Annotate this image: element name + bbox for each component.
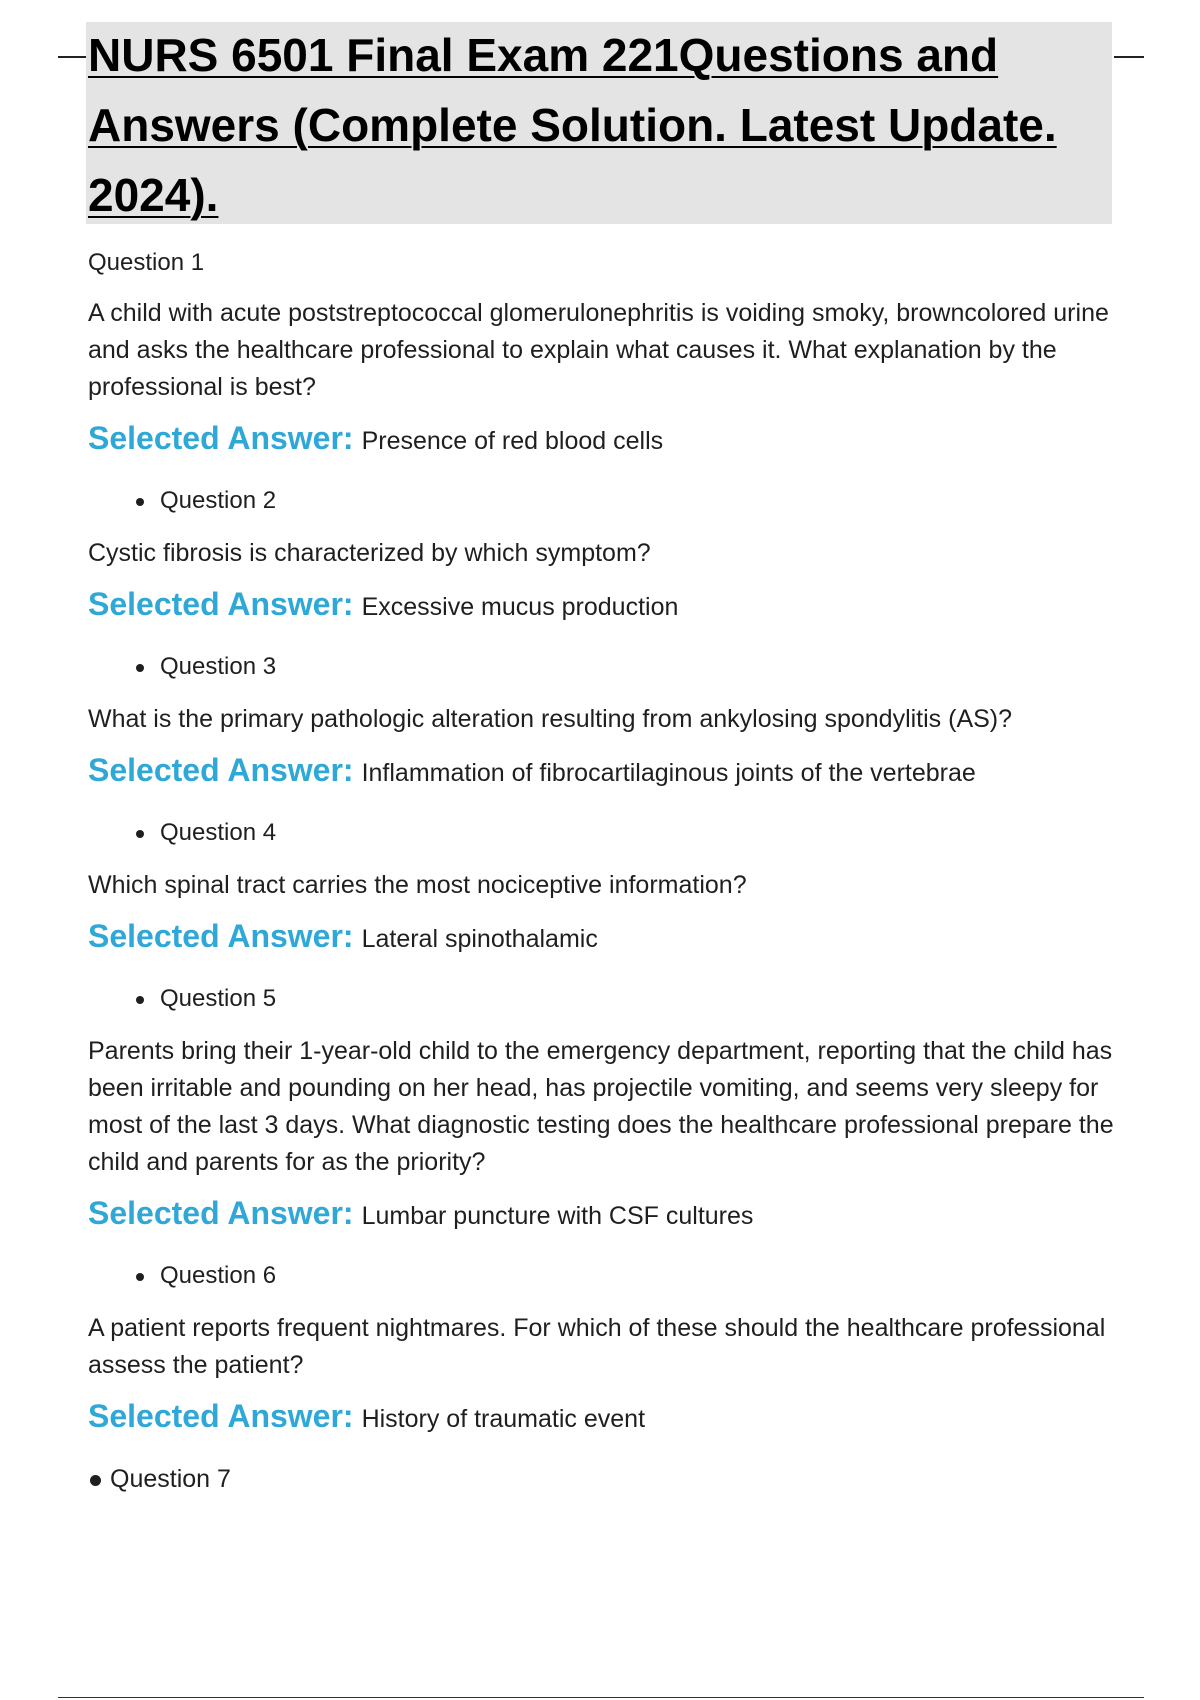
answer-label: Selected Answer: — [88, 918, 354, 954]
question-2-text: Cystic fibrosis is characterized by which symptom? — [88, 539, 651, 567]
bullet-icon — [136, 996, 144, 1004]
bullet-icon — [136, 498, 144, 506]
question-3-text: What is the primary pathologic alteration resulting from ankylosing spondylitis (AS)? — [88, 705, 1013, 733]
question-2-answer — [88, 584, 1118, 631]
question-1-answer — [88, 418, 1118, 465]
answer-value: Lumbar puncture with CSF cultures — [361, 1202, 754, 1230]
question-2-label: Question 2 — [88, 483, 1118, 519]
bullet-icon — [136, 1273, 144, 1281]
question-6-answer — [88, 1396, 1118, 1443]
answer-label: Selected Answer: — [88, 1398, 354, 1434]
document-title: NURS 6501 Final Exam 221Questions and Answers (Complete Solution. Latest Update. 2024). — [88, 29, 1057, 221]
question-list — [88, 245, 1118, 1497]
answer-value: Excessive mucus production — [361, 593, 679, 621]
question-4-label: Question 4 — [88, 815, 1118, 851]
question-6-text: A patient reports frequent nightmares. For which of these should the healthcare professional assess the patient? — [88, 1314, 1106, 1379]
question-5-text: Parents bring their 1-year-old child to the emergency department, reporting that the child has been irritable and pounding on her head, has projectile vomiting, and seems very sleepy for most of the last 3 days. What diagnostic testing does the healthcare professional prepare the child and parents for as the priority? — [88, 1037, 1114, 1176]
bottom-rule — [58, 1697, 1144, 1698]
question-6-label: Question 6 — [88, 1258, 1118, 1294]
answer-label: Selected Answer: — [88, 586, 354, 622]
answer-value: Presence of red blood cells — [361, 427, 664, 455]
question-5-answer — [88, 1193, 1118, 1240]
question-7-label: Question 7 — [88, 1461, 1118, 1497]
title-rule-left — [58, 56, 86, 58]
bullet-icon — [136, 830, 144, 838]
question-1-label: Question 1 — [88, 249, 205, 276]
question-5-label: Question 5 — [88, 981, 1118, 1017]
bullet-icon — [90, 1475, 101, 1486]
question-3-answer — [88, 750, 1118, 797]
answer-label: Selected Answer: — [88, 420, 354, 456]
bullet-icon — [136, 664, 144, 672]
answer-value: History of traumatic event — [361, 1405, 646, 1433]
answer-label: Selected Answer: — [88, 1195, 354, 1231]
question-1-text: A child with acute poststreptococcal glomerulonephritis is voiding smoky, browncolored urine and asks the healthcare professional to explain what causes it. What explanation by the professional is best? — [88, 299, 1109, 401]
answer-value: Lateral spinothalamic — [361, 925, 598, 953]
question-4-text: Which spinal tract carries the most nociceptive information? — [88, 871, 747, 899]
title-rule-right — [1114, 56, 1144, 58]
answer-label: Selected Answer: — [88, 752, 354, 788]
question-4-answer — [88, 916, 1118, 963]
answer-value: Inflammation of fibrocartilaginous joints of the vertebrae — [361, 759, 976, 787]
question-3-label: Question 3 — [88, 649, 1118, 685]
